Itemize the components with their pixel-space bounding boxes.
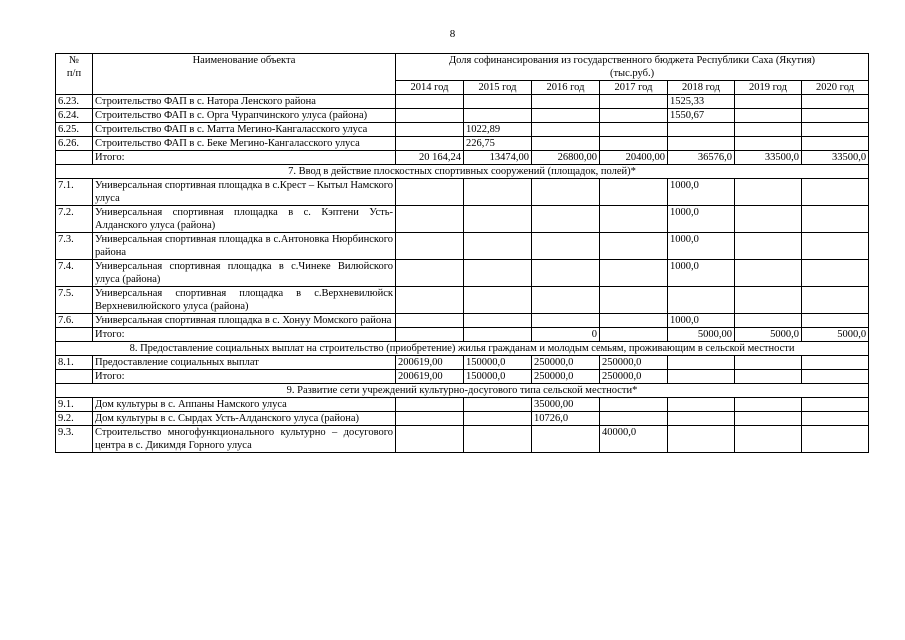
total-label: Итого: <box>93 151 396 165</box>
value-cell: 1022,89 <box>464 123 532 137</box>
table-row <box>56 233 869 260</box>
value-cell <box>600 179 668 206</box>
value-cell <box>464 260 532 287</box>
section-title: 7. Ввод в действие плоскостных спортивных сооружений (площадок, полей)* <box>56 165 869 179</box>
value-cell <box>600 260 668 287</box>
total-value <box>802 370 869 384</box>
value-cell <box>396 95 464 109</box>
value-cell <box>396 137 464 151</box>
value-cell: 35000,00 <box>532 398 600 412</box>
value-cell <box>396 314 464 328</box>
value-cell <box>668 356 735 370</box>
value-cell: 200619,00 <box>396 356 464 370</box>
value-cell <box>464 398 532 412</box>
row-number: 8.1. <box>56 356 93 370</box>
row-number: 6.24. <box>56 109 93 123</box>
total-no <box>56 151 93 165</box>
table-row <box>56 206 869 233</box>
value-cell <box>802 398 869 412</box>
year-header: 2018 год <box>668 81 735 95</box>
col-no-header: № п/п <box>56 54 93 95</box>
value-cell: 10726,0 <box>532 412 600 426</box>
value-cell <box>464 287 532 314</box>
value-cell <box>532 137 600 151</box>
table-row <box>56 287 869 314</box>
value-cell <box>802 287 869 314</box>
value-cell <box>668 398 735 412</box>
object-name: Универсальная спортивная площадка в с. Кэптени Усть-Алданского улуса (района) <box>93 206 396 233</box>
value-cell <box>802 137 869 151</box>
value-cell <box>464 412 532 426</box>
value-cell <box>735 398 802 412</box>
section-title: 8. Предоставление социальных выплат на строительство (приобретение) жилья гражданам и молодым семьям, проживающим в сельской местности <box>56 342 869 356</box>
total-value <box>396 328 464 342</box>
section-title: 9. Развитие сети учреждений культурно-досугового типа сельской местности* <box>56 384 869 398</box>
value-cell <box>802 95 869 109</box>
value-cell: 1000,0 <box>668 260 735 287</box>
value-cell <box>802 356 869 370</box>
total-value: 26800,00 <box>532 151 600 165</box>
value-cell <box>735 179 802 206</box>
total-value: 5000,00 <box>668 328 735 342</box>
total-row <box>56 151 869 165</box>
total-label: Итого: <box>93 370 396 384</box>
value-cell: 1000,0 <box>668 179 735 206</box>
value-cell <box>532 179 600 206</box>
value-cell: 1000,0 <box>668 206 735 233</box>
year-header: 2014 год <box>396 81 464 95</box>
year-header: 2015 год <box>464 81 532 95</box>
total-value <box>735 370 802 384</box>
year-header: 2019 год <box>735 81 802 95</box>
page-number: 8 <box>449 28 456 40</box>
section-row <box>56 165 869 179</box>
value-cell <box>532 109 600 123</box>
value-cell <box>396 179 464 206</box>
value-cell <box>464 206 532 233</box>
object-name: Универсальная спортивная площадка в с.Верхневилюйск Верхневилюйского улуса (района) <box>93 287 396 314</box>
value-cell: 1000,0 <box>668 233 735 260</box>
value-cell <box>802 426 869 453</box>
value-cell <box>668 426 735 453</box>
value-cell <box>802 314 869 328</box>
value-cell <box>668 123 735 137</box>
object-name: Предоставление социальных выплат <box>93 356 396 370</box>
year-header: 2020 год <box>802 81 869 95</box>
value-cell <box>464 314 532 328</box>
value-cell <box>532 314 600 328</box>
table-row <box>56 260 869 287</box>
object-name: Строительство ФАП в с. Натора Ленского района <box>93 95 396 109</box>
object-name: Дом культуры в с. Сырдах Усть-Алданского улуса (района) <box>93 412 396 426</box>
value-cell <box>668 412 735 426</box>
value-cell <box>735 109 802 123</box>
table-row <box>56 398 869 412</box>
row-number: 6.25. <box>56 123 93 137</box>
value-cell <box>735 95 802 109</box>
total-label: Итого: <box>93 328 396 342</box>
object-name: Строительство многофункционального культурно – досугового центра в с. Дикимдя Горного улуса <box>93 426 396 453</box>
value-cell: 1525,33 <box>668 95 735 109</box>
object-name: Строительство ФАП в с. Беке Мегино-Кангаласского улуса <box>93 137 396 151</box>
value-cell <box>464 233 532 260</box>
value-cell <box>532 233 600 260</box>
value-cell <box>600 109 668 123</box>
value-cell <box>802 179 869 206</box>
value-cell <box>600 95 668 109</box>
row-number: 9.2. <box>56 412 93 426</box>
value-cell <box>600 123 668 137</box>
table-row <box>56 356 869 370</box>
value-cell <box>464 426 532 453</box>
total-value: 250000,0 <box>532 370 600 384</box>
total-value: 13474,00 <box>464 151 532 165</box>
row-number: 7.2. <box>56 206 93 233</box>
value-cell <box>600 137 668 151</box>
total-value: 33500,0 <box>735 151 802 165</box>
value-cell <box>464 95 532 109</box>
table-row <box>56 314 869 328</box>
value-cell <box>735 206 802 233</box>
value-cell <box>396 206 464 233</box>
value-cell <box>735 287 802 314</box>
row-number: 7.3. <box>56 233 93 260</box>
value-cell <box>600 206 668 233</box>
table-row <box>56 123 869 137</box>
value-cell <box>532 206 600 233</box>
year-header: 2016 год <box>532 81 600 95</box>
total-value <box>464 328 532 342</box>
value-cell: 1550,67 <box>668 109 735 123</box>
section-row <box>56 342 869 356</box>
total-no <box>56 370 93 384</box>
value-cell <box>396 260 464 287</box>
value-cell <box>532 426 600 453</box>
total-value: 20 164,24 <box>396 151 464 165</box>
value-cell <box>396 412 464 426</box>
total-value: 150000,0 <box>464 370 532 384</box>
total-value: 200619,00 <box>396 370 464 384</box>
value-cell: 1000,0 <box>668 314 735 328</box>
value-cell <box>802 412 869 426</box>
section-row <box>56 384 869 398</box>
object-name: Универсальная спортивная площадка в с.Крест – Кытыл Намского улуса <box>93 179 396 206</box>
row-number: 6.26. <box>56 137 93 151</box>
value-cell <box>532 123 600 137</box>
value-cell <box>396 109 464 123</box>
object-name: Дом культуры в с. Аппаны Намского улуса <box>93 398 396 412</box>
col-name-header: Наименование объекта <box>93 54 396 95</box>
row-number: 9.3. <box>56 426 93 453</box>
total-value: 33500,0 <box>802 151 869 165</box>
value-cell <box>396 287 464 314</box>
value-cell <box>396 398 464 412</box>
total-value <box>600 328 668 342</box>
value-cell <box>600 398 668 412</box>
total-value: 36576,0 <box>668 151 735 165</box>
value-cell <box>802 233 869 260</box>
value-cell <box>464 179 532 206</box>
total-value <box>668 370 735 384</box>
value-cell <box>600 314 668 328</box>
total-value: 0 <box>532 328 600 342</box>
value-cell <box>735 412 802 426</box>
total-value: 5000,0 <box>802 328 869 342</box>
value-cell: 40000,0 <box>600 426 668 453</box>
row-number: 7.5. <box>56 287 93 314</box>
value-cell: 250000,0 <box>532 356 600 370</box>
row-number: 6.23. <box>56 95 93 109</box>
value-cell: 250000,0 <box>600 356 668 370</box>
total-value: 5000,0 <box>735 328 802 342</box>
value-cell <box>396 426 464 453</box>
row-number: 7.6. <box>56 314 93 328</box>
value-cell <box>735 123 802 137</box>
value-cell <box>802 123 869 137</box>
value-cell <box>802 109 869 123</box>
value-cell <box>735 233 802 260</box>
table-row <box>56 137 869 151</box>
value-cell <box>735 137 802 151</box>
object-name: Универсальная спортивная площадка в с.Чинеке Вилюйского улуса (района) <box>93 260 396 287</box>
total-value: 20400,00 <box>600 151 668 165</box>
value-cell <box>735 260 802 287</box>
value-cell <box>600 233 668 260</box>
table-row <box>56 95 869 109</box>
row-number: 7.1. <box>56 179 93 206</box>
value-cell <box>668 137 735 151</box>
table-row <box>56 109 869 123</box>
value-cell <box>802 206 869 233</box>
object-name: Строительство ФАП в с. Орга Чурапчинского улуса (района) <box>93 109 396 123</box>
total-value: 250000,0 <box>600 370 668 384</box>
value-cell: 226,75 <box>464 137 532 151</box>
total-no <box>56 328 93 342</box>
value-cell <box>735 426 802 453</box>
value-cell <box>532 95 600 109</box>
total-row <box>56 370 869 384</box>
value-cell <box>396 123 464 137</box>
table-row <box>56 426 869 453</box>
object-name: Универсальная спортивная площадка в с. Хонуу Момского района <box>93 314 396 328</box>
value-cell <box>532 260 600 287</box>
year-header: 2017 год <box>600 81 668 95</box>
value-cell <box>532 287 600 314</box>
object-name: Универсальная спортивная площадка в с.Антоновка Нюрбинского района <box>93 233 396 260</box>
value-cell <box>735 356 802 370</box>
object-name: Строительство ФАП в с. Матта Мегино-Кангаласского улуса <box>93 123 396 137</box>
value-cell <box>464 109 532 123</box>
value-cell <box>668 287 735 314</box>
value-cell: 150000,0 <box>464 356 532 370</box>
value-cell <box>396 233 464 260</box>
table-row <box>56 412 869 426</box>
financing-table <box>55 53 869 453</box>
total-row <box>56 328 869 342</box>
value-cell <box>802 260 869 287</box>
row-number: 7.4. <box>56 260 93 287</box>
col-share-header: Доля софинансирования из государственного бюджета Республики Саха (Якутия) (тыс.руб.) <box>396 54 869 81</box>
table-row <box>56 179 869 206</box>
value-cell <box>600 412 668 426</box>
value-cell <box>735 314 802 328</box>
value-cell <box>600 287 668 314</box>
row-number: 9.1. <box>56 398 93 412</box>
